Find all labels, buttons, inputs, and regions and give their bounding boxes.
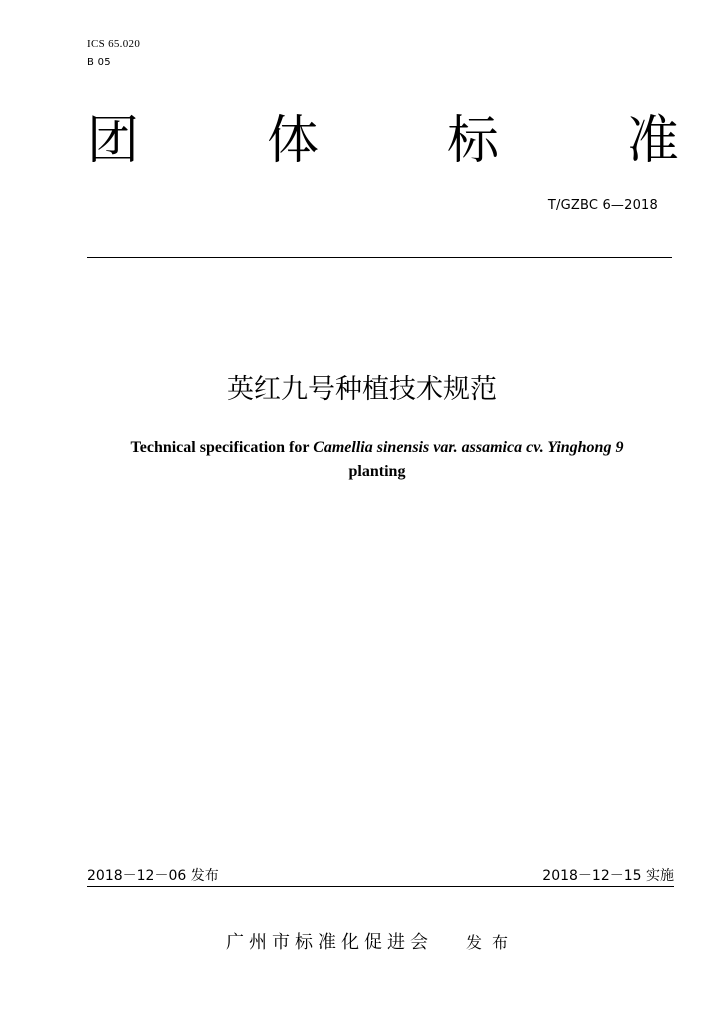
- title-english-species: Camellia sinensis var. assamica cv. Yinghong 9: [313, 439, 624, 456]
- standard-type-char: 准: [626, 111, 679, 171]
- standard-type-char: 标: [446, 111, 499, 171]
- bottom-divider: [87, 886, 674, 887]
- publisher-name: 广州市标准化促进会: [226, 932, 433, 953]
- implementation-date: 2018－12－15 实施: [542, 868, 674, 884]
- standard-type-char: 体: [266, 111, 319, 171]
- title-english: [92, 436, 662, 484]
- standard-number: T/GZBC 6—2018: [547, 198, 658, 213]
- publish-date: 2018－12－06 发布: [87, 868, 219, 884]
- title-chinese: 英红九号种植技术规范: [227, 374, 497, 405]
- ccs-code: B 05: [87, 57, 111, 68]
- top-divider: [87, 257, 672, 258]
- publisher-action: 发布: [466, 933, 519, 952]
- title-english-suffix: planting: [348, 463, 406, 480]
- standard-type-heading: [87, 110, 679, 172]
- standard-type-char: 团: [87, 111, 140, 171]
- title-english-prefix: Technical specification for: [130, 439, 314, 456]
- ics-code: ICS 65.020: [87, 38, 141, 50]
